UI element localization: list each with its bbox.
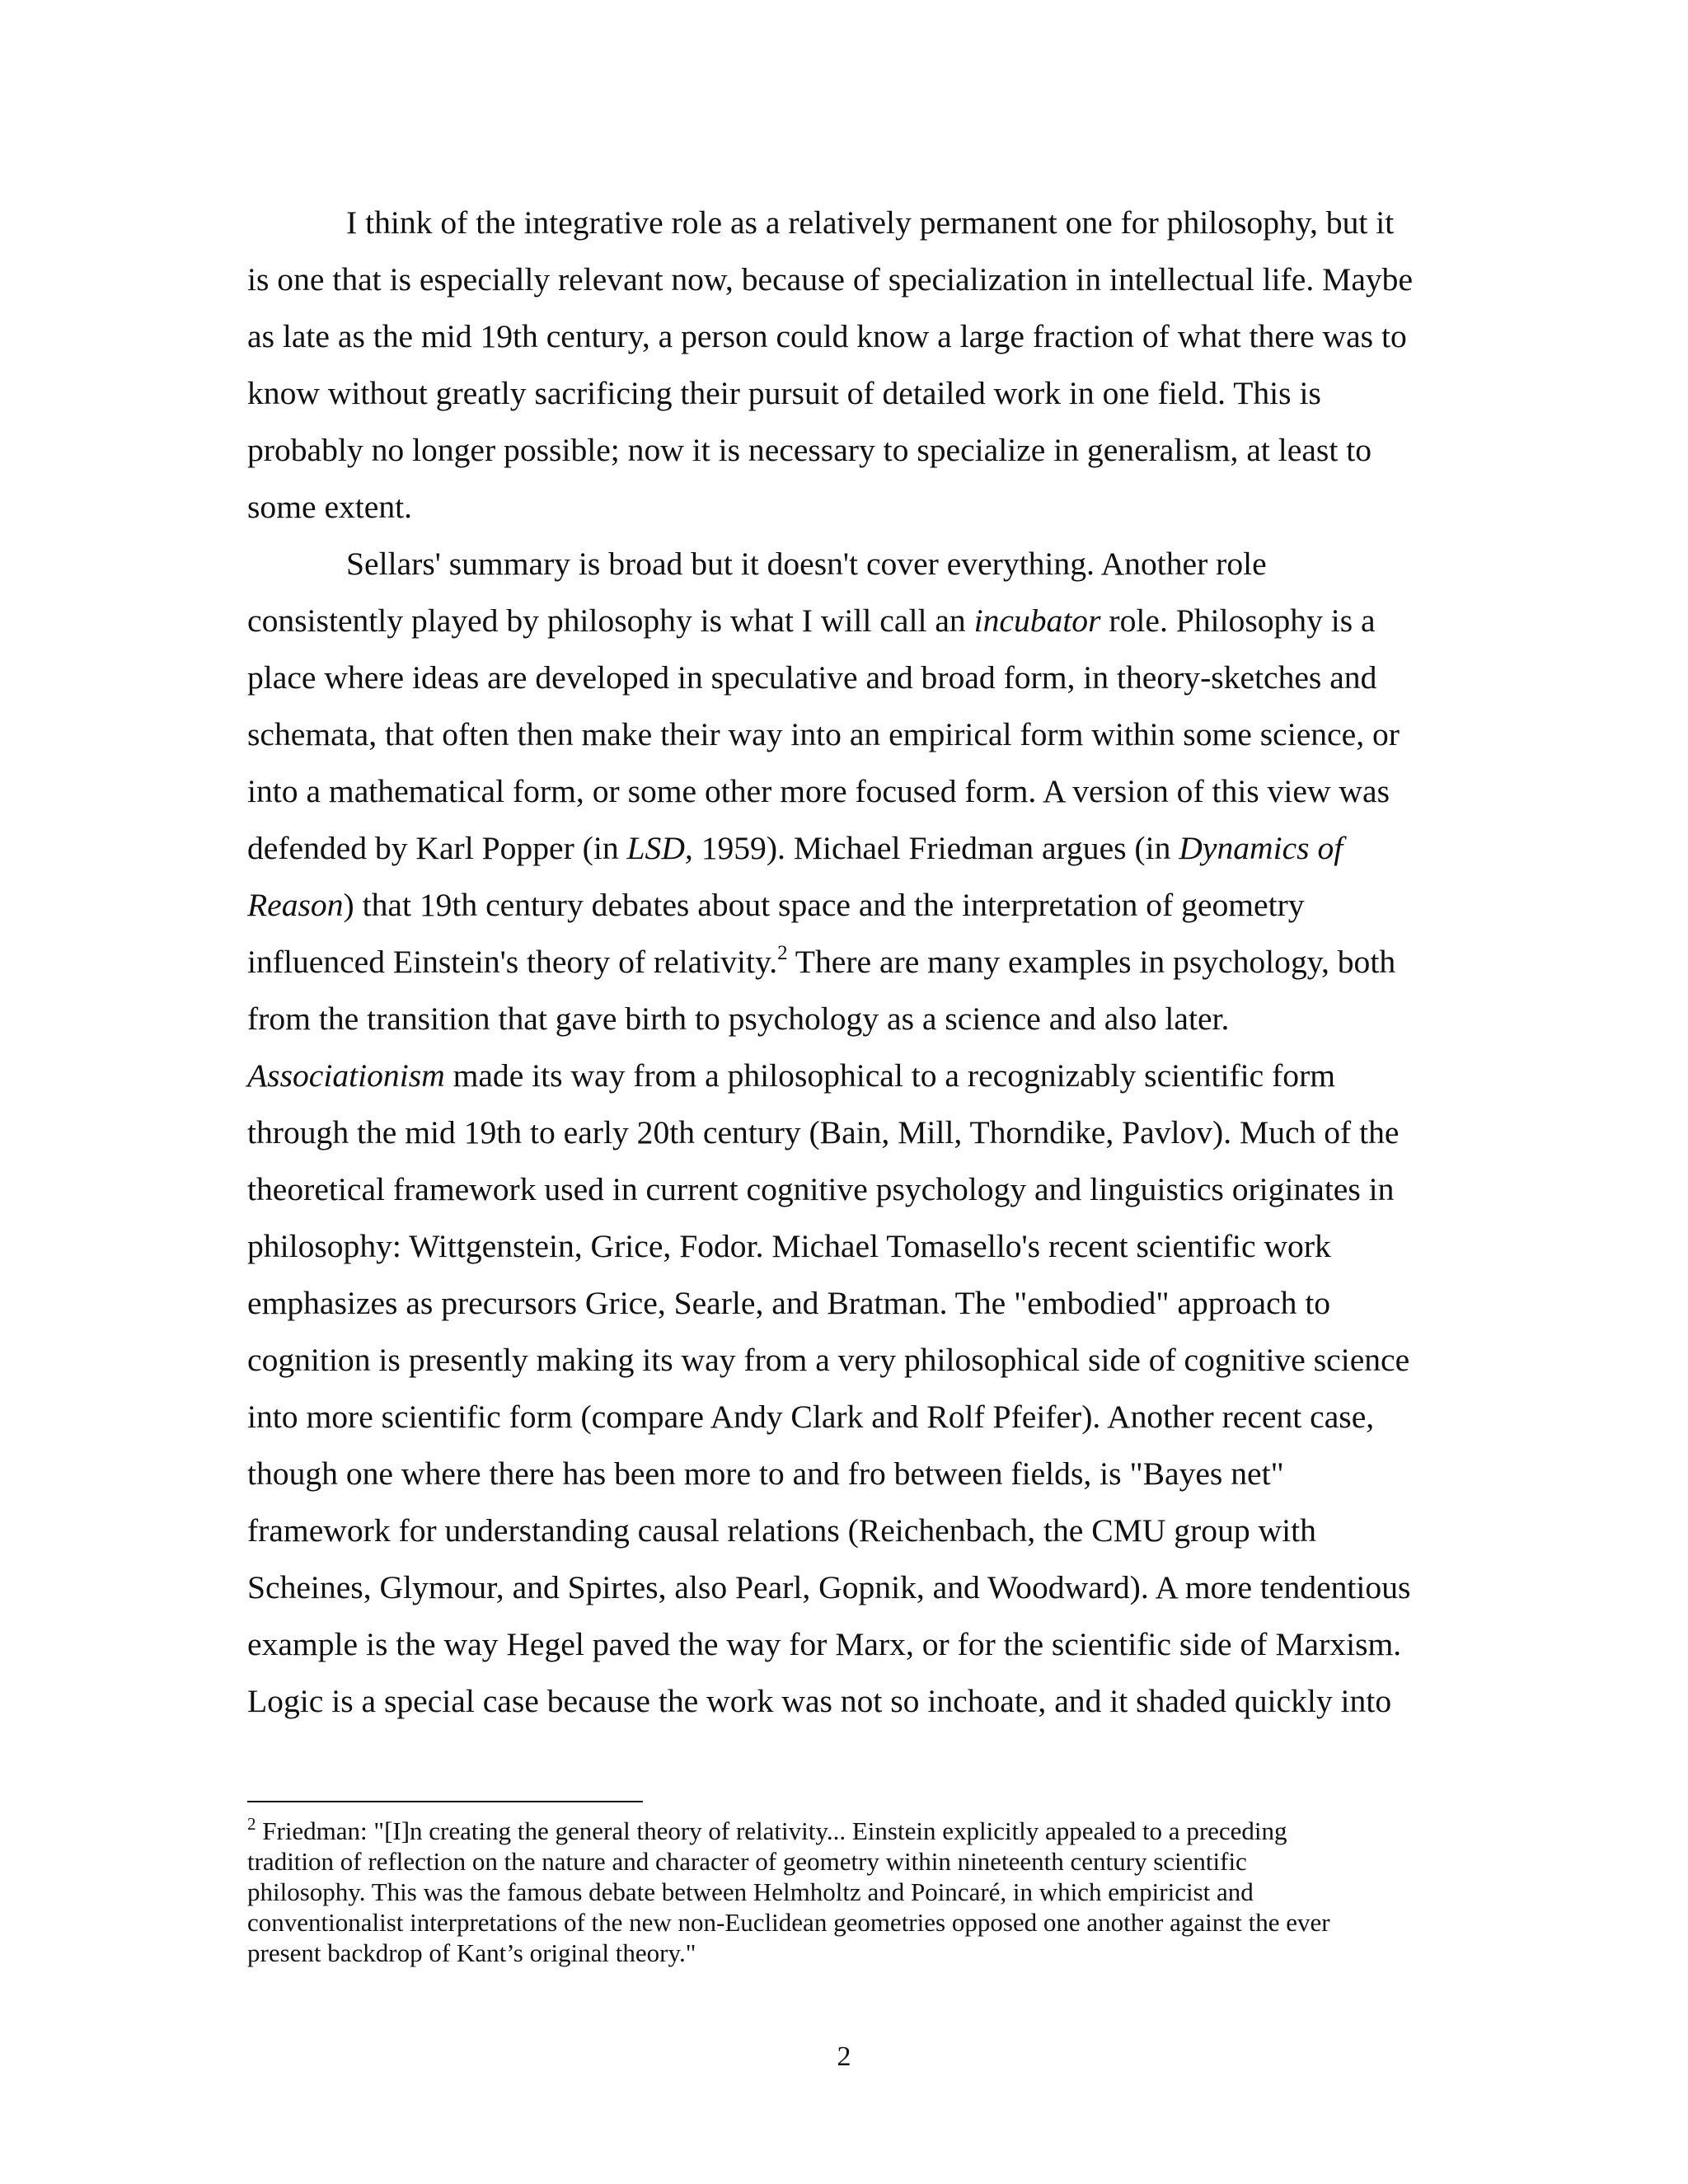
paragraph-2-line-2 xyxy=(247,593,1434,649)
text-segment: There are many examples in psychology, both xyxy=(787,944,1396,980)
paragraph-2-line-20: example is the way Hegel paved the way for Marx, or for the scientific side of Marxism. xyxy=(247,1626,1402,1662)
text-segment: Friedman: "[I]n creating the general theory of relativity... Einstein explicitly appealed to a preceding xyxy=(256,1816,1287,1845)
footnote-number: 2 xyxy=(247,1814,256,1834)
text-segment: 1959). Michael Friedman argues (in xyxy=(692,830,1179,866)
footnote-line-2: tradition of reflection on the nature and character of geometry within nineteenth century scientific xyxy=(247,1847,1247,1876)
paragraph-2-line-21: Logic is a special case because the work was not so inchoate, and it shaded quickly into xyxy=(247,1683,1392,1719)
paragraph-1-line-1: I think of the integrative role as a relatively permanent one for philosophy, but it xyxy=(346,204,1395,241)
paragraph-2-line-16: into more scientific form (compare Andy Clark and Rolf Pfeifer). Another recent case, xyxy=(247,1399,1375,1435)
italic-title-dynamics: Dynamics of xyxy=(1179,830,1343,866)
text-segment: role. Philosophy is a xyxy=(1100,602,1376,639)
paragraph-2-line-11: through the mid 19th to early 20th century (Bain, Mill, Thorndike, Pavlov). Much of the xyxy=(247,1114,1400,1151)
italic-term-incubator: incubator xyxy=(973,602,1101,639)
italic-title-lsd: LSD, xyxy=(626,830,693,866)
paragraph-2-line-12: theoretical framework used in current cognitive psychology and linguistics originates in xyxy=(247,1171,1395,1207)
footnote-line-5: present backdrop of Kant’s original theory." xyxy=(247,1938,696,1967)
paragraph-2-line-15: cognition is presently making its way from a very philosophical side of cognitive science xyxy=(247,1342,1410,1378)
text-segment: ) that 19th century debates about space and the interpretation of geometry xyxy=(343,887,1305,923)
footnote xyxy=(247,1816,1434,1968)
paragraph-2-line-17: though one where there has been more to and fro between fields, is "Bayes net" xyxy=(247,1455,1284,1492)
paragraph-2-line-1: Sellars' summary is broad but it doesn't cover everything. Another role xyxy=(346,546,1267,582)
italic-title-reason: Reason xyxy=(247,887,344,923)
paragraph-2-line-5: into a mathematical form, or some other more focused form. A version of this view was xyxy=(247,773,1390,809)
footnote-separator xyxy=(247,1801,643,1802)
paragraph-1-line-2: is one that is especially relevant now, because of specialization in intellectual life. Maybe xyxy=(247,261,1414,298)
italic-term-associationism: Associationism xyxy=(247,1057,445,1094)
paragraph-2-line-3: place where ideas are developed in speculative and broad form, in theory-sketches and xyxy=(247,659,1377,696)
paragraph-2-line-9: from the transition that gave birth to psychology as a science and also later. xyxy=(247,1001,1230,1037)
text-segment: influenced Einstein's theory of relativity. xyxy=(247,944,778,980)
paragraph-2-line-7 xyxy=(247,877,1434,934)
paragraph-1-line-6: some extent. xyxy=(247,489,413,525)
text-segment: made its way from a philosophical to a recognizably scientific form xyxy=(444,1057,1336,1094)
text-segment: consistently played by philosophy is what I will call an xyxy=(247,602,974,639)
paragraph-2-line-6 xyxy=(247,820,1434,877)
footnote-line-3: philosophy. This was the famous debate between Helmholtz and Poincaré, in which empiricist and xyxy=(247,1877,1254,1906)
paragraph-2-line-18: framework for understanding causal relations (Reichenbach, the CMU group with xyxy=(247,1512,1316,1549)
page-number: 2 xyxy=(837,2041,851,2072)
footnote-line-1 xyxy=(247,1816,1434,1846)
paragraph-2-line-10 xyxy=(247,1047,1434,1104)
paragraph-1-line-3: as late as the mid 19th century, a person could know a large fraction of what there was to xyxy=(247,318,1407,354)
text-segment: defended by Karl Popper (in xyxy=(247,830,627,866)
paragraph-1-line-5: probably no longer possible; now it is necessary to specialize in generalism, at least to xyxy=(247,432,1372,468)
paragraph-2-line-13: philosophy: Wittgenstein, Grice, Fodor. Michael Tomasello's recent scientific work xyxy=(247,1228,1331,1264)
paragraph-2-line-14: emphasizes as precursors Grice, Searle, and Bratman. The "embodied" approach to xyxy=(247,1285,1331,1321)
footnote-reference[interactable]: 2 xyxy=(777,942,788,964)
paragraph-1-line-4: know without greatly sacrificing their pursuit of detailed work in one field. This is xyxy=(247,375,1321,411)
paragraph-2-line-19: Scheines, Glymour, and Spirtes, also Pearl, Gopnik, and Woodward). A more tendentious xyxy=(247,1569,1411,1605)
paragraph-2-line-8 xyxy=(247,934,1434,991)
footnote-line-4: conventionalist interpretations of the new non-Euclidean geometries opposed one another against the ever xyxy=(247,1908,1330,1937)
body-text xyxy=(247,194,1434,1730)
paragraph-2-line-4: schemata, that often then make their way into an empirical form within some science, or xyxy=(247,716,1400,752)
